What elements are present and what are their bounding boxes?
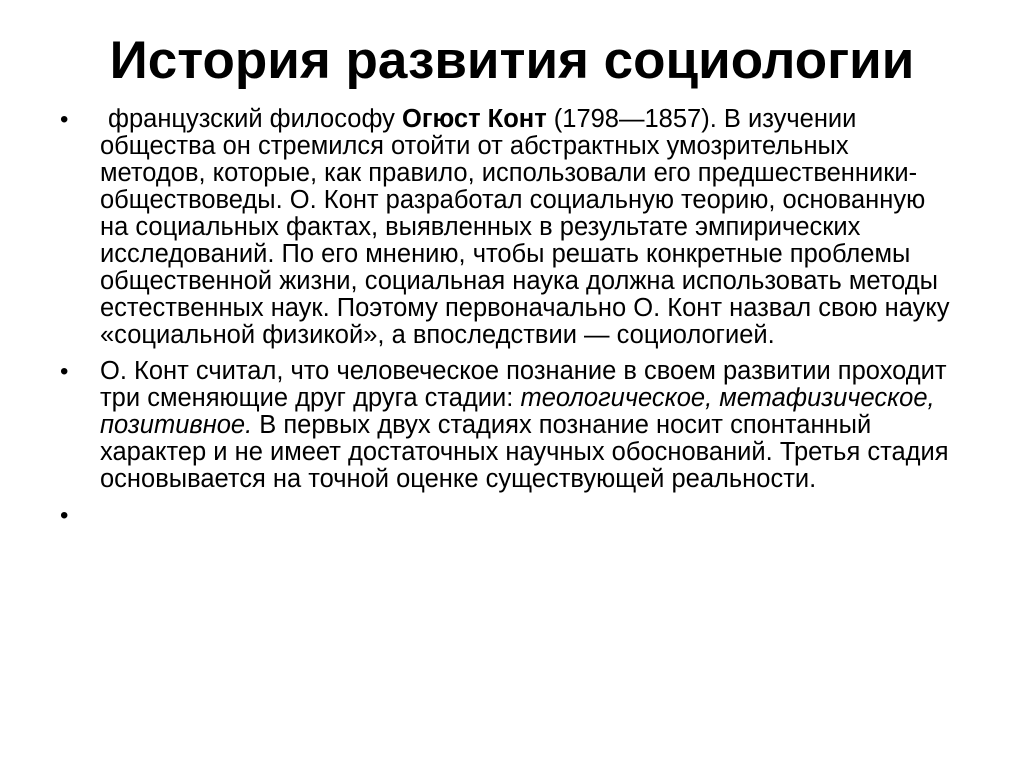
bullet-text-run: французский философу [108,105,402,133]
bullet-marker: • [60,358,69,385]
bullet-marker: • [60,106,69,133]
bullet-text-2 [100,358,960,493]
bullet-item-3-empty [60,502,960,529]
bullet-text-bold-name: Огюст Конт [402,105,547,133]
slide-title: История развития социологии [109,31,915,90]
bullet-text-run: О. Конт считал, что человеческое познание в своем развитии проходит три сменяющие друг друга стадии: [100,357,947,412]
bullet-marker: • [60,502,69,529]
bullet-text-1 [100,106,960,349]
bullet-text-run: (1798—1857). В изучении общества он стремился отойти от абстрактных умозрительных методов, которые, как правило, использовали его предшественники-обществоведы. О. Конт разработал социальную теорию, основанную на социальных фактах, выявленных в результате эмпирических исследований. По его мнению, чтобы решать конкретные проблемы общественной жизни, социальная наука должна использовать методы естественных наук. Поэтому первоначально О. Конт назвал свою науку «социальной физикой», а впоследствии — социологией. [100,105,950,349]
bullet-item-2 [60,358,960,493]
bullet-text-italic-stages: теологическое, метафизическое, позитивное. [100,384,935,439]
bullet-item-1 [60,106,960,349]
bullet-list [60,106,960,538]
bullet-text-run: В первых двух стадиях познание носит спонтанный характер и не имеет достаточных научных обоснований. Третья стадия основывается на точной оценке существующей реальности. [100,411,949,493]
